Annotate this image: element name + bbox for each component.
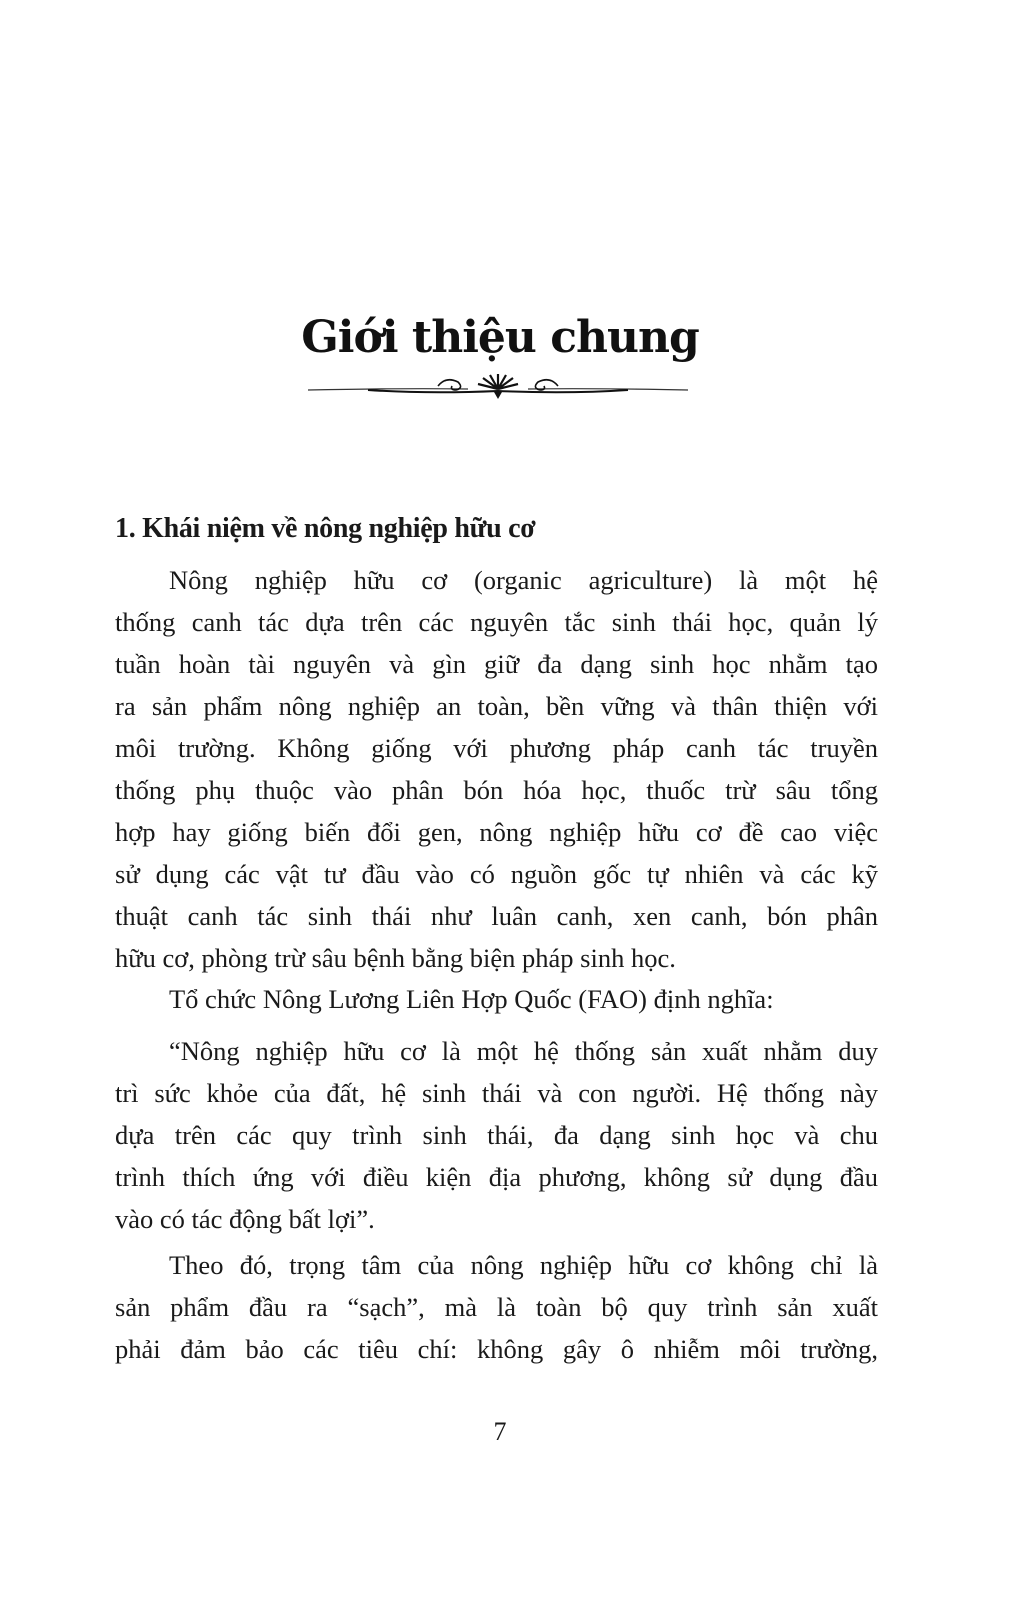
page-title: Giới thiệu chung [301, 312, 699, 363]
text-line: Tổ chức Nông Lương Liên Hợp Quốc (FAO) định nghĩa: [169, 984, 774, 1014]
paragraph-conclusion [115, 1244, 878, 1370]
text-line: trình thích ứng với điều kiện địa phương, không sử dụng đầu [115, 1162, 878, 1192]
text-line: thuật canh tác sinh thái như luân canh, xen canh, bón phân [115, 901, 878, 931]
text-line: ra sản phẩm nông nghiệp an toàn, bền vững và thân thiện với [115, 691, 878, 721]
text-line: hợp hay giống biến đổi gen, nông nghiệp hữu cơ đề cao việc [115, 817, 878, 847]
text-line: trì sức khỏe của đất, hệ sinh thái và con người. Hệ thống này [115, 1078, 878, 1108]
text-line: sản phẩm đầu ra “sạch”, mà là toàn bộ quy trình sản xuất [115, 1292, 878, 1322]
text-line: môi trường. Không giống với phương pháp canh tác truyền [115, 733, 878, 763]
paragraph-fao-intro [115, 978, 878, 1020]
text-line: phải đảm bảo các tiêu chí: không gây ô nhiễm môi trường, [115, 1334, 878, 1364]
decorative-divider-icon [308, 372, 688, 402]
text-line: Theo đó, trọng tâm của nông nghiệp hữu cơ không chỉ là [169, 1250, 878, 1280]
text-line: vào có tác động bất lợi”. [115, 1204, 375, 1234]
text-line: thống canh tác dựa trên các nguyên tắc sinh thái học, quản lý [115, 607, 878, 637]
text-line: “Nông nghiệp hữu cơ là một hệ thống sản xuất nhằm duy [169, 1036, 878, 1066]
paragraph-fao-quote [115, 1030, 878, 1240]
page-number: 7 [493, 1417, 507, 1446]
text-line: dựa trên các quy trình sinh thái, đa dạng sinh học và chu [115, 1120, 878, 1150]
text-line: thống phụ thuộc vào phân bón hóa học, thuốc trừ sâu tổng [115, 775, 878, 805]
text-line: tuần hoàn tài nguyên và gìn giữ đa dạng sinh học nhằm tạo [115, 649, 878, 679]
paragraph-definition [115, 559, 878, 979]
text-line: Nông nghiệp hữu cơ (organic agriculture) là một hệ [169, 565, 878, 595]
section-heading: 1. Khái niệm về nông nghiệp hữu cơ [115, 513, 536, 544]
text-line: sử dụng các vật tư đầu vào có nguồn gốc tự nhiên và các kỹ [115, 859, 878, 889]
text-line: hữu cơ, phòng trừ sâu bệnh bằng biện pháp sinh học. [115, 943, 676, 973]
